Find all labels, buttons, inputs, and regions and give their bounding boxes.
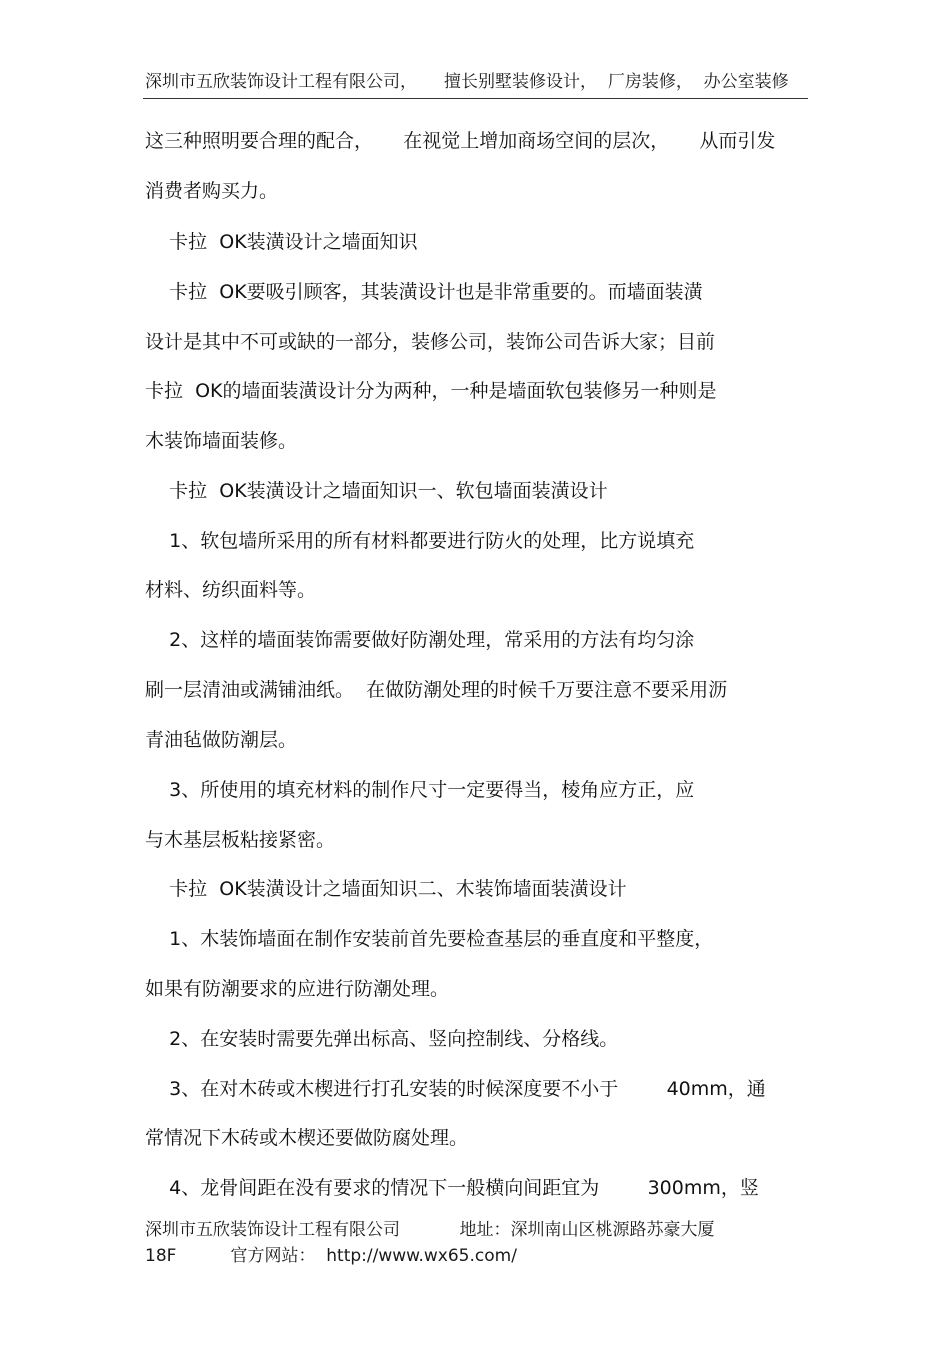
footer-company-address: 深圳市五欣装饰设计工程有限公司 地址：深圳南山区桃源路苏豪大厦 bbox=[145, 1220, 715, 1240]
body-line: 这三种照明要合理的配合， 在视觉上增加商场空间的层次， 从而引发 bbox=[145, 130, 776, 152]
section-heading: 卡拉 OK装潢设计之墙面知识二、木装饰墙面装潢设计 bbox=[145, 878, 627, 900]
body-line: 青油毡做防潮层。 bbox=[145, 729, 298, 751]
body-line: 卡拉 OK的墙面装潢设计分为两种，一种是墙面软包装修另一种则是 bbox=[145, 380, 717, 402]
body-line: 设计是其中不可或缺的一部分，装修公司，装饰公司告诉大家；目前 bbox=[145, 331, 716, 353]
body-line: 如果有防潮要求的应进行防潮处理。 bbox=[145, 978, 450, 1000]
body-line: 木装饰墙面装修。 bbox=[145, 430, 298, 452]
page-header: 深圳市五欣装饰设计工程有限公司， 擅长别墅装修设计， 厂房装修， 办公室装修 bbox=[145, 72, 789, 92]
body-line: 材料、纺织面料等。 bbox=[145, 579, 317, 601]
body-line: 2、这样的墙面装饰需要做好防潮处理，常采用的方法有均匀涂 bbox=[145, 629, 695, 651]
section-heading: 卡拉 OK装潢设计之墙面知识一、软包墙面装潢设计 bbox=[145, 480, 608, 502]
body-line: 卡拉 OK要吸引顾客，其装潢设计也是非常重要的。而墙面装潢 bbox=[145, 281, 703, 303]
footer-website: 18F 官方网站： http://www.wx65.com/ bbox=[145, 1246, 517, 1266]
section-heading: 卡拉 OK装潢设计之墙面知识 bbox=[145, 231, 418, 253]
body-line: 4、龙骨间距在没有要求的情况下一般横向间距宜为 300mm，竖 bbox=[145, 1177, 759, 1199]
header-divider bbox=[143, 98, 808, 99]
body-line: 3、在对木砖或木楔进行打孔安装的时候深度要不小于 40mm，通 bbox=[145, 1078, 766, 1100]
body-line: 1、软包墙所采用的所有材料都要进行防火的处理，比方说填充 bbox=[145, 530, 695, 552]
body-line: 常情况下木砖或木楔还要做防腐处理。 bbox=[145, 1127, 469, 1149]
body-line: 2、在安装时需要先弹出标高、竖向控制线、分格线。 bbox=[145, 1028, 619, 1050]
body-line: 3、所使用的填充材料的制作尺寸一定要得当，棱角应方正，应 bbox=[145, 779, 695, 801]
body-line: 刷一层清油或满铺油纸。 在做防潮处理的时候千万要注意不要采用沥 bbox=[145, 679, 728, 701]
body-line: 消费者购买力。 bbox=[145, 180, 279, 202]
body-line: 与木基层板粘接紧密。 bbox=[145, 829, 336, 851]
body-line: 1、木装饰墙面在制作安装前首先要检查基层的垂直度和平整度， bbox=[145, 928, 714, 950]
